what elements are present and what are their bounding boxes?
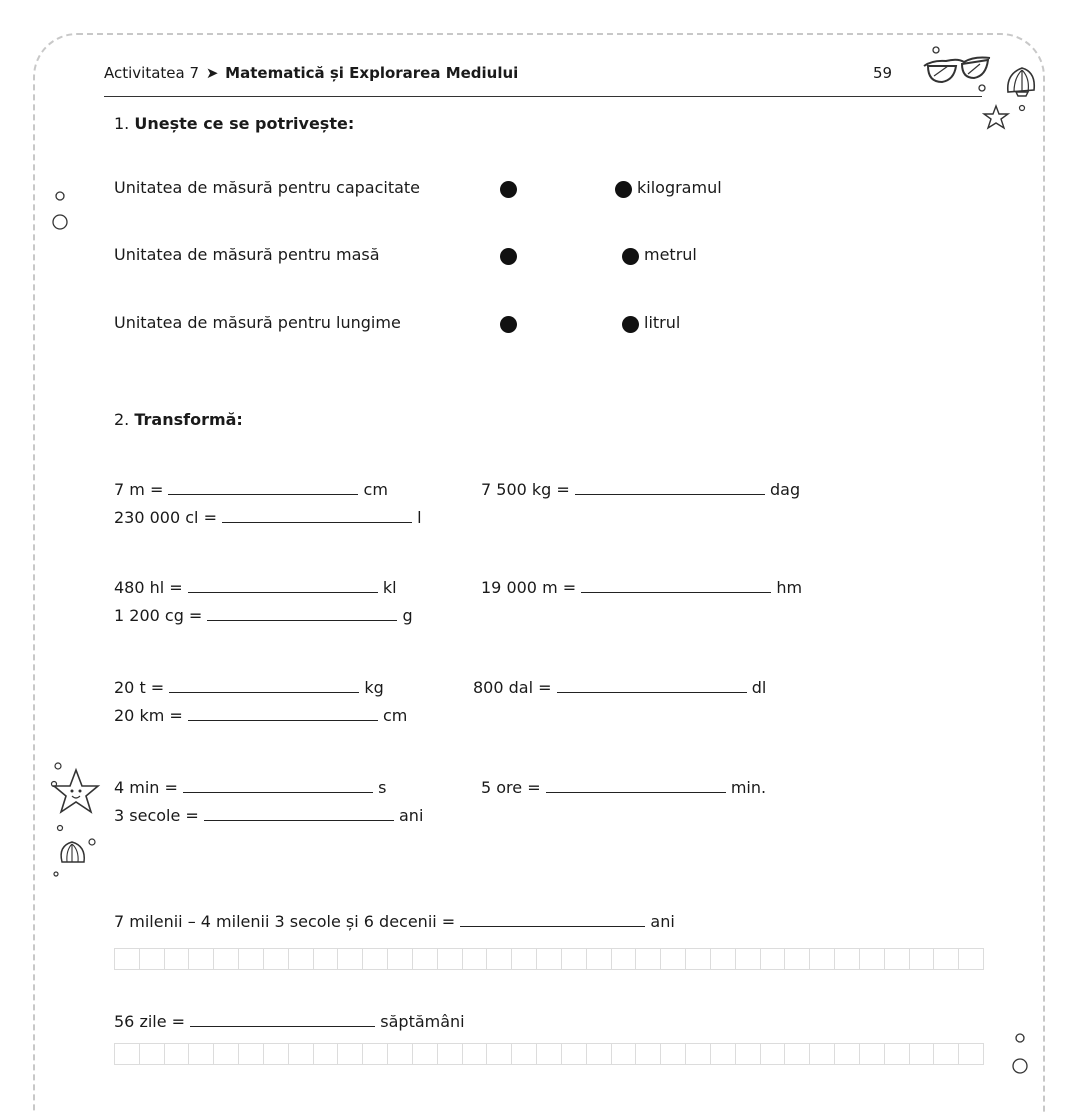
match-left-mass: Unitatea de măsură pentru masă: [114, 245, 380, 264]
match-right-meter: metrul: [644, 245, 697, 264]
answer-line[interactable]: [207, 606, 397, 621]
answer-line[interactable]: [188, 578, 378, 593]
match-right-liter: litrul: [644, 313, 681, 332]
grid-cell[interactable]: [736, 948, 761, 970]
grid-cell[interactable]: [661, 1043, 686, 1065]
grid-cell[interactable]: [289, 948, 314, 970]
conversion-given: 3 secole =: [114, 806, 199, 825]
grid-cell[interactable]: [959, 948, 984, 970]
grid-cell[interactable]: [338, 948, 363, 970]
conversion-item: [114, 508, 422, 527]
grid-cell[interactable]: [910, 1043, 935, 1065]
grid-cell[interactable]: [363, 948, 388, 970]
grid-cell[interactable]: [612, 948, 637, 970]
grid-cell[interactable]: [885, 1043, 910, 1065]
activity-label: Activitatea 7: [104, 64, 200, 82]
grid-cell[interactable]: [587, 948, 612, 970]
exercise2-number: 2.: [114, 410, 130, 429]
grid-cell[interactable]: [959, 1043, 984, 1065]
conversion-unit: cm: [382, 706, 408, 725]
grid-cell[interactable]: [314, 1043, 339, 1065]
starfish-icon: [48, 758, 108, 880]
conversion-item: [114, 678, 384, 697]
match-right-kilogram: kilogramul: [637, 178, 722, 197]
grid-cell[interactable]: [438, 948, 463, 970]
grid-cell[interactable]: [537, 948, 562, 970]
exercise2-instruction: Transformă:: [134, 410, 243, 429]
bubble-icon: [50, 188, 74, 238]
conversion-unit: hm: [776, 578, 803, 597]
conversion-unit: dl: [751, 678, 767, 697]
grid-cell[interactable]: [388, 1043, 413, 1065]
grid-cell[interactable]: [189, 948, 214, 970]
grid-cell[interactable]: [562, 948, 587, 970]
starfish-icon: [982, 102, 1032, 138]
conversion-given: 7 m =: [114, 480, 164, 499]
grid-cell[interactable]: [114, 948, 140, 970]
answer-line[interactable]: [460, 912, 645, 927]
conversion-item: [114, 1012, 465, 1031]
conversion-item: [481, 480, 800, 499]
answer-line[interactable]: [188, 706, 378, 721]
grid-cell[interactable]: [761, 1043, 786, 1065]
match-left-capacity: Unitatea de măsură pentru capacitate: [114, 178, 421, 197]
grid-cell[interactable]: [463, 1043, 488, 1065]
grid-cell[interactable]: [860, 1043, 885, 1065]
exercise1-number: 1.: [114, 114, 130, 133]
match-dot-left-2[interactable]: [500, 248, 517, 265]
conversion-unit: g: [402, 606, 413, 625]
conversion-item: [114, 806, 423, 825]
sunglasses-icon: [922, 44, 994, 92]
grid-cell[interactable]: [661, 948, 686, 970]
match-dot-right-3[interactable]: [622, 316, 639, 333]
grid-cell[interactable]: [835, 1043, 860, 1065]
grid-cell[interactable]: [686, 1043, 711, 1065]
match-left-length: Unitatea de măsură pentru lungime: [114, 313, 401, 332]
conversion-given: 800 dal =: [473, 678, 552, 697]
answer-line[interactable]: [575, 480, 765, 495]
conversion-given: 1 200 cg =: [114, 606, 203, 625]
match-dot-right-2[interactable]: [622, 248, 639, 265]
grid-cell[interactable]: [463, 948, 488, 970]
grid-cell[interactable]: [636, 1043, 661, 1065]
grid-cell[interactable]: [165, 1043, 190, 1065]
conversion-given: 5 ore =: [481, 778, 541, 797]
calculation-grid[interactable]: [114, 948, 984, 970]
grid-cell[interactable]: [388, 948, 413, 970]
grid-cell[interactable]: [910, 948, 935, 970]
subject-title: Matematică și Explorarea Mediului: [225, 64, 519, 82]
grid-cell[interactable]: [835, 948, 860, 970]
shell-icon: [1002, 62, 1042, 102]
grid-cell[interactable]: [885, 948, 910, 970]
conversion-item: [473, 678, 766, 697]
conversion-unit: l: [417, 508, 422, 527]
grid-cell[interactable]: [562, 1043, 587, 1065]
grid-cell[interactable]: [140, 948, 165, 970]
grid-cell[interactable]: [537, 1043, 562, 1065]
conversion-given: 7 milenii – 4 milenii 3 secole și 6 decenii =: [114, 912, 456, 931]
grid-cell[interactable]: [140, 1043, 165, 1065]
conversion-item: [114, 778, 386, 797]
grid-cell[interactable]: [736, 1043, 761, 1065]
conversion-unit: ani: [399, 806, 424, 825]
grid-cell[interactable]: [214, 948, 239, 970]
grid-cell[interactable]: [165, 948, 190, 970]
grid-cell[interactable]: [686, 948, 711, 970]
conversion-unit: min.: [730, 778, 767, 797]
grid-cell[interactable]: [189, 1043, 214, 1065]
grid-cell[interactable]: [612, 1043, 637, 1065]
grid-cell[interactable]: [934, 1043, 959, 1065]
grid-cell[interactable]: [264, 1043, 289, 1065]
answer-line[interactable]: [183, 778, 373, 793]
conversion-given: 480 hl =: [114, 578, 183, 597]
answer-line[interactable]: [546, 778, 726, 793]
conversion-unit: kl: [382, 578, 397, 597]
answer-line[interactable]: [222, 508, 412, 523]
conversion-item: [114, 912, 675, 931]
conversion-item: [114, 606, 413, 625]
conversion-given: 230 000 cl =: [114, 508, 217, 527]
grid-cell[interactable]: [214, 1043, 239, 1065]
conversion-given: 20 km =: [114, 706, 183, 725]
bubble-icon: [1008, 1028, 1032, 1078]
calculation-grid[interactable]: [114, 1043, 984, 1065]
grid-cell[interactable]: [289, 1043, 314, 1065]
answer-line[interactable]: [169, 678, 359, 693]
arrow-icon: ➤: [205, 64, 219, 82]
conversion-item: [481, 578, 802, 597]
conversion-given: 19 000 m =: [481, 578, 577, 597]
grid-cell[interactable]: [338, 1043, 363, 1065]
conversion-item: [114, 578, 397, 597]
answer-line[interactable]: [557, 678, 747, 693]
grid-cell[interactable]: [363, 1043, 388, 1065]
conversion-given: 20 t =: [114, 678, 165, 697]
grid-cell[interactable]: [239, 948, 264, 970]
conversion-unit: s: [378, 778, 387, 797]
match-dot-left-3[interactable]: [500, 316, 517, 333]
conversion-item: [114, 480, 388, 499]
page-header: [104, 64, 518, 82]
conversion-given: 7 500 kg =: [481, 480, 570, 499]
conversion-unit: săptămâni: [380, 1012, 465, 1031]
conversion-given: 56 zile =: [114, 1012, 186, 1031]
grid-cell[interactable]: [114, 1043, 140, 1065]
answer-line[interactable]: [168, 480, 358, 495]
grid-cell[interactable]: [785, 1043, 810, 1065]
grid-cell[interactable]: [264, 948, 289, 970]
match-dot-right-1[interactable]: [615, 181, 632, 198]
grid-cell[interactable]: [810, 1043, 835, 1065]
grid-cell[interactable]: [860, 948, 885, 970]
exercise1-instruction: Unește ce se potrivește:: [134, 114, 355, 133]
grid-cell[interactable]: [711, 1043, 736, 1065]
page-number: 59: [873, 64, 893, 82]
grid-cell[interactable]: [512, 948, 537, 970]
answer-line[interactable]: [190, 1012, 375, 1027]
conversion-unit: kg: [364, 678, 384, 697]
grid-cell[interactable]: [810, 948, 835, 970]
grid-cell[interactable]: [711, 948, 736, 970]
exercise1-title: [114, 114, 354, 133]
conversion-item: [114, 706, 407, 725]
conversion-unit: dag: [770, 480, 801, 499]
conversion-unit: ani: [650, 912, 675, 931]
grid-cell[interactable]: [438, 1043, 463, 1065]
grid-cell[interactable]: [761, 948, 786, 970]
conversion-item: [481, 778, 766, 797]
grid-cell[interactable]: [934, 948, 959, 970]
grid-cell[interactable]: [487, 948, 512, 970]
grid-cell[interactable]: [239, 1043, 264, 1065]
answer-line[interactable]: [581, 578, 771, 593]
grid-cell[interactable]: [636, 948, 661, 970]
grid-cell[interactable]: [314, 948, 339, 970]
grid-cell[interactable]: [413, 948, 438, 970]
conversion-given: 4 min =: [114, 778, 178, 797]
grid-cell[interactable]: [512, 1043, 537, 1065]
grid-cell[interactable]: [487, 1043, 512, 1065]
answer-line[interactable]: [204, 806, 394, 821]
grid-cell[interactable]: [587, 1043, 612, 1065]
exercise2-title: [114, 410, 243, 429]
header-divider: [104, 96, 982, 97]
grid-cell[interactable]: [785, 948, 810, 970]
grid-cell[interactable]: [413, 1043, 438, 1065]
match-dot-left-1[interactable]: [500, 181, 517, 198]
conversion-unit: cm: [363, 480, 388, 499]
